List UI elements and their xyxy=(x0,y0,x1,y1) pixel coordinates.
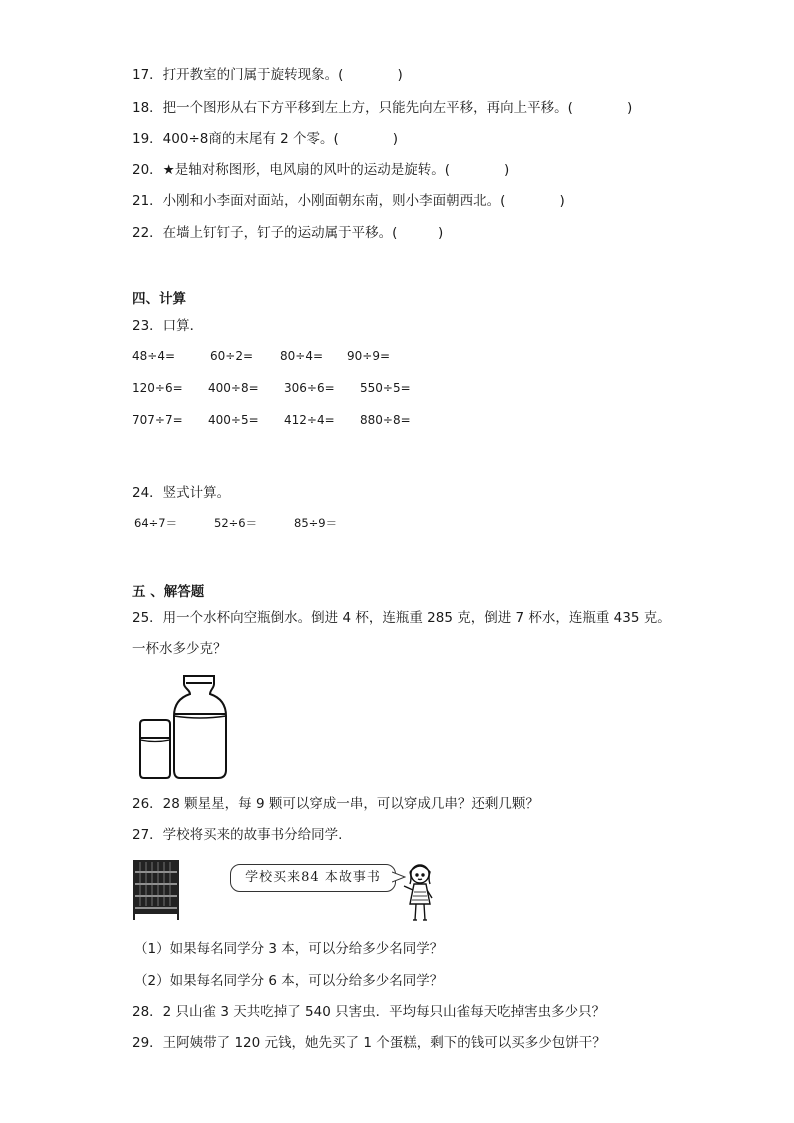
question-27-part2: （2）如果每名同学分 6 本，可以分给多少名同学？ xyxy=(134,973,444,989)
section-5-title: 五 、解答题 xyxy=(132,584,205,600)
oral-item: 48÷4= xyxy=(132,349,176,363)
oral-item: 120÷6= xyxy=(132,381,183,395)
question-27-part1: （1）如果每名同学分 3 本，可以分给多少名同学？ xyxy=(134,941,444,957)
vertical-item: 52÷6＝ xyxy=(214,516,258,530)
oral-item: 880÷8= xyxy=(360,413,411,427)
question-23: 23．口算． xyxy=(132,318,204,334)
question-29: 29．王阿姨带了 120 元钱，她先买了 1 个蛋糕，剩下的钱可以买多少包饼干？ xyxy=(132,1035,606,1051)
oral-item: 400÷8= xyxy=(208,381,259,395)
oral-item: 707÷7= xyxy=(132,413,183,427)
oral-item: 80÷4= xyxy=(280,349,324,363)
question-20: 20．★是轴对称图形，电风扇的风叶的运动是旋转。( ) xyxy=(132,162,510,178)
question-27: 27．学校将买来的故事书分给同学. xyxy=(132,827,343,843)
bookshelf-icon xyxy=(132,858,182,920)
question-25-line1: 25．用一个水杯向空瓶倒水。倒进 4 杯，连瓶重 285 克，倒进 7 杯水，连瓶重 435 克。 xyxy=(132,610,671,626)
oral-item: 60÷2= xyxy=(210,349,254,363)
oral-item: 306÷6= xyxy=(284,381,335,395)
vertical-item: 85÷9＝ xyxy=(294,516,338,530)
question-24: 24．竖式计算。 xyxy=(132,485,231,501)
question-21: 21．小刚和小李面对面站，小刚面朝东南，则小李面朝西北。( ) xyxy=(132,193,565,209)
oral-item: 412÷4= xyxy=(284,413,335,427)
question-19: 19．400÷8商的末尾有 2 个零。( ) xyxy=(132,131,399,147)
girl-icon xyxy=(398,862,438,926)
section-4-title: 四、计算 xyxy=(132,291,186,307)
oral-item: 550÷5= xyxy=(360,381,411,395)
question-26: 26．28 颗星星，每 9 颗可以穿成一串，可以穿成几串？还剩几颗？ xyxy=(132,796,539,812)
question-17: 17．打开教室的门属于旋转现象。( ) xyxy=(132,67,403,83)
question-25-line2: 一杯水多少克？ xyxy=(132,641,227,657)
vertical-item: 64÷7＝ xyxy=(134,516,178,530)
question-22: 22．在墙上钉钉子，钉子的运动属于平移。( ) xyxy=(132,225,444,241)
glass-icon xyxy=(140,720,170,778)
question-18: 18．把一个图形从右下方平移到左上方，只能先向左平移，再向上平移。( ) xyxy=(132,100,633,116)
oral-item: 90÷9= xyxy=(347,349,391,363)
question-28: 28．2 只山雀 3 天共吃掉了 540 只害虫．平均每只山雀每天吃掉害虫多少只？ xyxy=(132,1004,606,1020)
bottle-icon xyxy=(174,676,226,778)
oral-item: 400÷5= xyxy=(208,413,259,427)
cup-and-bottle-figure xyxy=(136,670,232,782)
speech-bubble: 学校买来84 本故事书 xyxy=(230,864,396,892)
